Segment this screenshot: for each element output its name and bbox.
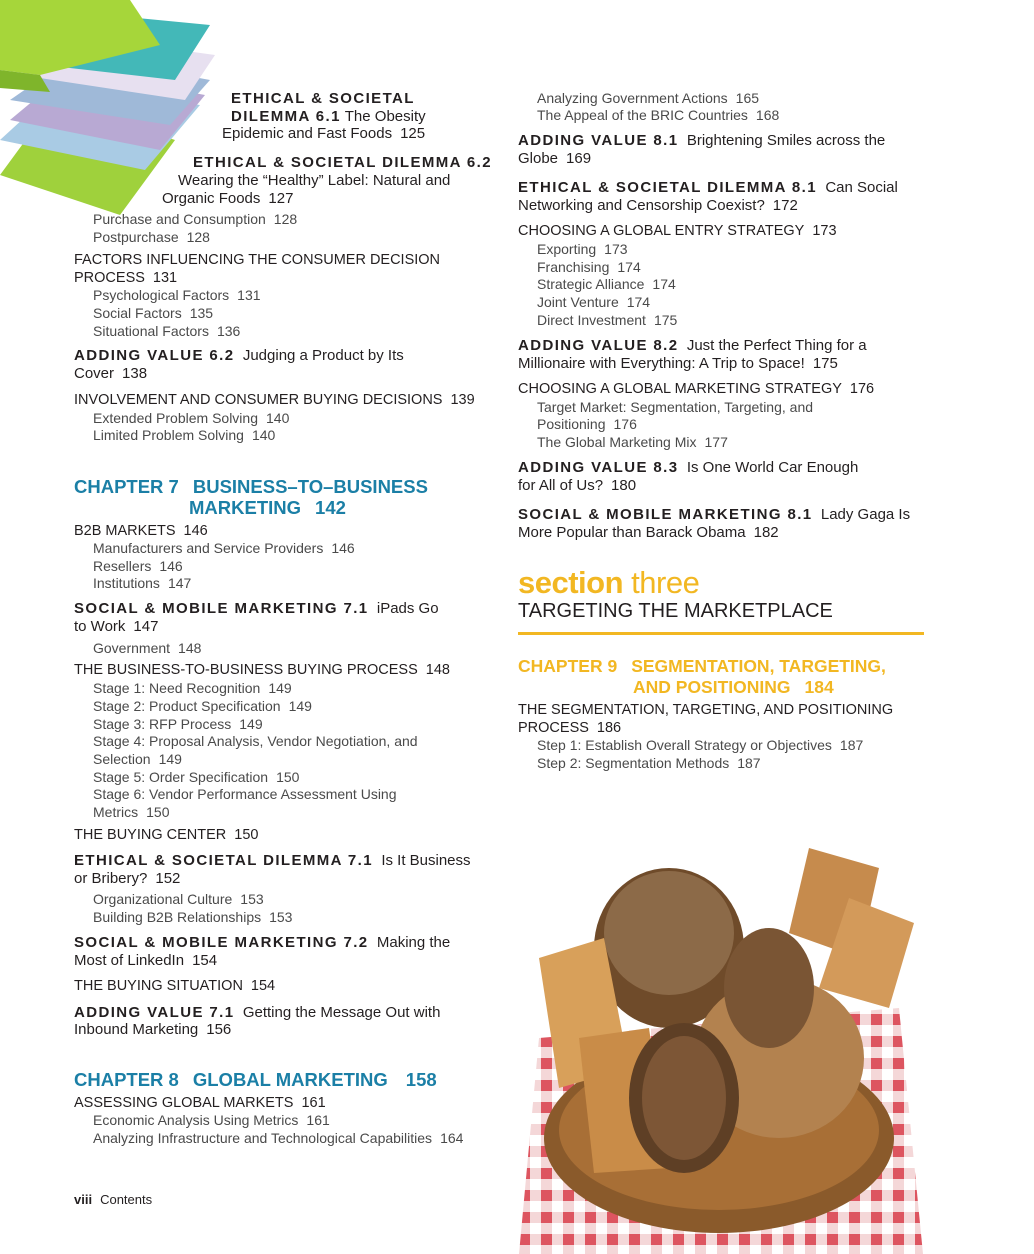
ethical-dilemma-6-2-title-line2[interactable]: Organic Foods 127: [162, 190, 294, 207]
social-mobile-8-1-line2[interactable]: More Popular than Barack Obama 182: [518, 524, 779, 541]
chapter-9-heading[interactable]: CHAPTER 9 SEGMENTATION, TARGETING,: [518, 656, 886, 676]
toc-subentry[interactable]: Economic Analysis Using Metrics 161: [93, 1112, 330, 1128]
toc-subentry[interactable]: Analyzing Government Actions 165: [537, 90, 760, 106]
social-mobile-7-2-entry[interactable]: SOCIAL & MOBILE MARKETING 7.2 Making the: [74, 934, 451, 951]
social-mobile-7-2-line2[interactable]: Most of LinkedIn 154: [74, 952, 218, 969]
toc-subentry[interactable]: Direct Investment 175: [537, 312, 678, 328]
toc-heading-entry-strategy[interactable]: CHOOSING A GLOBAL ENTRY STRATEGY 173: [518, 223, 837, 239]
toc-subentry[interactable]: Step 2: Segmentation Methods 187: [537, 755, 761, 771]
toc-subentry[interactable]: Joint Venture 174: [537, 294, 651, 310]
toc-subentry[interactable]: Stage 2: Product Specification 149: [93, 698, 312, 714]
toc-heading-buying-process[interactable]: THE BUSINESS-TO-BUSINESS BUYING PROCESS 148: [74, 662, 450, 678]
toc-heading-buying-center[interactable]: THE BUYING CENTER 150: [74, 827, 259, 843]
toc-subentry[interactable]: Stage 3: RFP Process 149: [93, 716, 263, 732]
toc-subentry[interactable]: Building B2B Relationships 153: [93, 909, 293, 925]
adding-value-8-3-entry[interactable]: ADDING VALUE 8.3 Is One World Car Enough: [518, 459, 859, 476]
ethical-dilemma-6-2-title[interactable]: Wearing the “Healthy” Label: Natural and: [178, 172, 451, 189]
adding-value-6-2-line2[interactable]: Cover 138: [74, 365, 148, 382]
chapter-9-heading-line2[interactable]: AND POSITIONING 184: [633, 677, 834, 697]
page-footer: [74, 1192, 152, 1207]
toc-heading-stp-line2[interactable]: PROCESS 186: [518, 720, 622, 736]
toc-subentry[interactable]: Stage 6: Vendor Performance Assessment Using: [93, 786, 397, 802]
toc-subentry[interactable]: Purchase and Consumption 128: [93, 211, 298, 227]
ethical-dilemma-6-1-label-line2: DILEMMA 6.1: [231, 108, 341, 125]
social-mobile-7-1-entry[interactable]: SOCIAL & MOBILE MARKETING 7.1 iPads Go: [74, 600, 439, 617]
toc-subentry[interactable]: Strategic Alliance 174: [537, 276, 676, 292]
toc-heading-factors[interactable]: FACTORS INFLUENCING THE CONSUMER DECISION: [74, 252, 441, 268]
toc-subentry[interactable]: Stage 5: Order Specification 150: [93, 769, 300, 785]
toc-subentry[interactable]: Step 1: Establish Overall Strategy or Objectives 187: [537, 737, 864, 753]
toc-subentry[interactable]: Limited Problem Solving 140: [93, 427, 276, 443]
adding-value-8-3-line2[interactable]: for All of Us? 180: [518, 477, 637, 494]
toc-subentry[interactable]: Psychological Factors 131: [93, 287, 261, 303]
chapter-8-heading[interactable]: CHAPTER 8 GLOBAL MARKETING 158: [74, 1069, 437, 1090]
ethical-dilemma-6-2-label: ETHICAL & SOCIETAL DILEMMA 6.2: [193, 154, 492, 171]
toc-heading-assessing[interactable]: ASSESSING GLOBAL MARKETS 161: [74, 1095, 326, 1111]
toc-subentry[interactable]: Postpurchase 128: [93, 229, 210, 245]
toc-subentry[interactable]: The Appeal of the BRIC Countries 168: [537, 107, 780, 123]
adding-value-8-2-entry[interactable]: ADDING VALUE 8.2 Just the Perfect Thing for a: [518, 337, 867, 354]
toc-subentry[interactable]: Situational Factors 136: [93, 323, 241, 339]
social-mobile-8-1-entry[interactable]: SOCIAL & MOBILE MARKETING 8.1 Lady Gaga Is: [518, 506, 911, 523]
toc-subentry[interactable]: Stage 4: Proposal Analysis, Vendor Negotiation, and: [93, 733, 418, 749]
toc-heading-factors-line2[interactable]: PROCESS 131: [74, 270, 178, 286]
toc-subentry[interactable]: Exporting 173: [537, 241, 628, 257]
toc-subentry[interactable]: Metrics 150: [93, 804, 170, 820]
page-number: 127: [268, 190, 294, 207]
ethical-dilemma-7-1-line2[interactable]: or Bribery? 152: [74, 870, 181, 887]
toc-heading-stp[interactable]: THE SEGMENTATION, TARGETING, AND POSITIONING: [518, 702, 894, 718]
toc-subentry[interactable]: Stage 1: Need Recognition 149: [93, 680, 292, 696]
adding-value-6-2-entry[interactable]: ADDING VALUE 6.2 Judging a Product by Its: [74, 347, 404, 364]
ethical-dilemma-8-1-line2[interactable]: Networking and Censorship Coexist? 172: [518, 197, 798, 214]
ethical-dilemma-6-1-title: The Obesity: [344, 108, 426, 125]
toc-subentry[interactable]: Positioning 176: [537, 416, 637, 432]
toc-heading-marketing-strategy[interactable]: CHOOSING A GLOBAL MARKETING STRATEGY 176: [518, 381, 875, 397]
toc-heading-buying-situation[interactable]: THE BUYING SITUATION 154: [74, 978, 276, 994]
adding-value-7-1-line2[interactable]: Inbound Marketing 156: [74, 1021, 232, 1038]
adding-value-8-1-line2[interactable]: Globe 169: [518, 150, 592, 167]
toc-subentry[interactable]: Manufacturers and Service Providers 146: [93, 540, 355, 556]
toc-subentry[interactable]: Government 148: [93, 640, 202, 656]
adding-value-7-1-entry[interactable]: ADDING VALUE 7.1 Getting the Message Out with: [74, 1004, 441, 1021]
ethical-dilemma-6-1-title-line2[interactable]: Epidemic and Fast Foods 125: [222, 125, 426, 142]
adding-value-8-1-entry[interactable]: ADDING VALUE 8.1 Brightening Smiles across the: [518, 132, 886, 149]
toc-heading-involvement[interactable]: INVOLVEMENT AND CONSUMER BUYING DECISIONS 139: [74, 392, 475, 408]
section-title[interactable]: TARGETING THE MARKETPLACE: [518, 600, 833, 622]
adding-value-8-2-line2[interactable]: Millionaire with Everything: A Trip to Space! 175: [518, 355, 838, 372]
toc-subentry[interactable]: Organizational Culture 153: [93, 891, 264, 907]
toc-subentry[interactable]: Analyzing Infrastructure and Technological Capabilities 164: [93, 1130, 464, 1146]
toc-heading-b2b[interactable]: B2B MARKETS 146: [74, 523, 208, 539]
toc-subentry[interactable]: Resellers 146: [93, 558, 183, 574]
chapter-7-heading-line2[interactable]: MARKETING 142: [189, 497, 346, 518]
toc-subentry[interactable]: Franchising 174: [537, 259, 641, 275]
ethical-dilemma-6-1-label-line1: ETHICAL & SOCIETAL: [231, 90, 415, 107]
toc-subentry[interactable]: Extended Problem Solving 140: [93, 410, 290, 426]
bread-basket-image: [519, 838, 923, 1254]
section-three-heading: section three: [518, 565, 700, 600]
ethical-dilemma-6-1-entry[interactable]: [231, 108, 426, 125]
page-number: 125: [400, 125, 426, 142]
ethical-dilemma-8-1-entry[interactable]: ETHICAL & SOCIETAL DILEMMA 8.1 Can Social: [518, 179, 898, 196]
toc-subentry[interactable]: The Global Marketing Mix 177: [537, 434, 728, 450]
ethical-dilemma-7-1-entry[interactable]: ETHICAL & SOCIETAL DILEMMA 7.1 Is It Business: [74, 852, 471, 869]
social-mobile-7-1-line2[interactable]: to Work 147: [74, 618, 159, 635]
section-divider: [518, 632, 924, 635]
toc-subentry[interactable]: Institutions 147: [93, 575, 192, 591]
footer-label: Contents: [100, 1192, 153, 1207]
chapter-7-heading[interactable]: CHAPTER 7 BUSINESS–TO–BUSINESS: [74, 476, 428, 497]
toc-subentry[interactable]: Social Factors 135: [93, 305, 214, 321]
toc-subentry[interactable]: Target Market: Segmentation, Targeting, and: [537, 399, 814, 415]
page-number-roman: viii: [74, 1192, 93, 1207]
toc-subentry[interactable]: Selection 149: [93, 751, 182, 767]
